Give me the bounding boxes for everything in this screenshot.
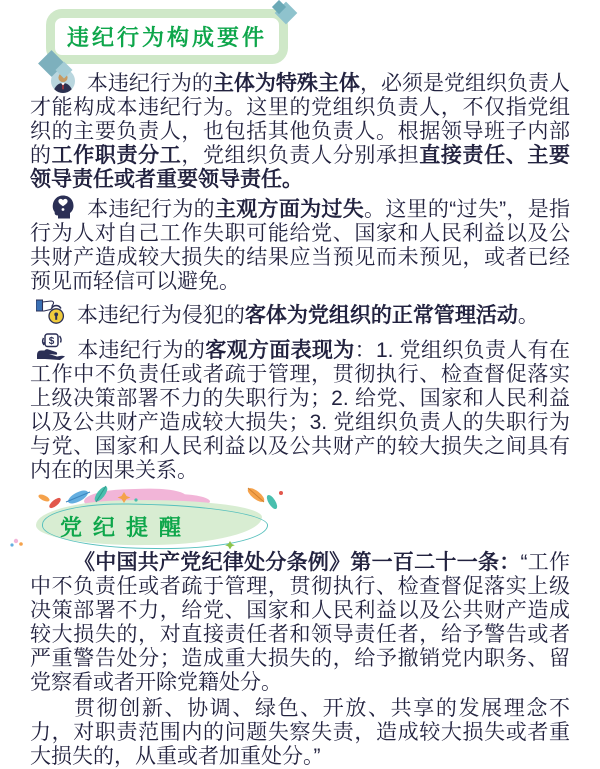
section2-paragraphs [0, 551, 600, 769]
text-run: 本违纪行为的 [87, 198, 215, 221]
paragraph [30, 551, 570, 695]
text-run: 本违纪行为侵犯的 [76, 304, 245, 327]
paragraph [30, 697, 570, 769]
section1-paragraphs [0, 68, 600, 483]
text-run: 贯彻创新、协调、绿色、开放、共享的发展理念不力，对职责范围内的问题失察失责，造成较大损失或者重大损失的，从重或者加重处分。” [30, 697, 570, 768]
text-run: 工作职责分工 [51, 144, 182, 167]
text-run: 客体为党组织的正常管理活动 [244, 304, 518, 327]
section2-title: 党纪提醒 [60, 515, 193, 540]
text-run: ：1. 党组织负责人有在工作中不负责任或者疏于管理，贯彻执行、检查督促落实上级决策部署不力的失职行为；2. 给党、国家和人民利益以及公共财产造成较大损失；3. 党组织负责人的失职行为与党、国家和人民利益以及公共财产的较大损失之间具有内在的因果关系。 [30, 339, 571, 482]
text-run: ，必须是党组织负责人才能构成本违纪行为。这里的党组织负责人，不仅指党组织的主要负责人，也包括其他负责人。根据领导班子内部的 [30, 72, 571, 167]
paragraph [30, 299, 570, 328]
paragraph [30, 194, 570, 294]
thinking-head-icon [50, 194, 76, 220]
text-run: 。这里的“过失”，是指行为人对自己工作失职可能给党、国家和人民利益以及公共财产造成较大损失的结果应当预见而未预见，或者已经预见而轻信可以避免。 [30, 198, 570, 293]
text-run: 直接责任、主要领导责任或者重要领导责任。 [30, 144, 570, 191]
hand-money-icon [36, 333, 66, 361]
section1-title: 违纪行为构成要件 [67, 25, 268, 50]
paragraph [30, 68, 570, 192]
section1-header [46, 9, 288, 64]
section2-header [0, 485, 600, 549]
text-run: 主观方面为过失 [214, 198, 365, 221]
text-run: 客观方面表现为 [205, 339, 355, 362]
section1-title-frame [46, 9, 288, 64]
svg-text:$: $ [48, 335, 55, 347]
paragraph [30, 333, 570, 483]
text-run: “工作中不负责任或者疏于管理，贯彻执行、检查督促落实上级决策部署不力，给党、国家和人民利益以及公共财产造成较大损失的，对直接责任者和领导责任者，给予警告或者严重警告处分；造成重大损失的，给予撤销党内职务、留党察看或者开除党籍处分。 [30, 551, 570, 694]
text-run: 。 [517, 304, 539, 327]
text-run: ，党组织负责人分别承担 [181, 144, 420, 167]
text-run: 主体为特殊主体 [212, 72, 360, 95]
hand-lock-icon [36, 299, 66, 326]
text-run: 本违纪行为的 [77, 339, 206, 362]
text-run: 本违纪行为的 [86, 72, 213, 95]
text-run: 《中国共产党纪律处分条例》第一百二十一条： [74, 551, 521, 574]
